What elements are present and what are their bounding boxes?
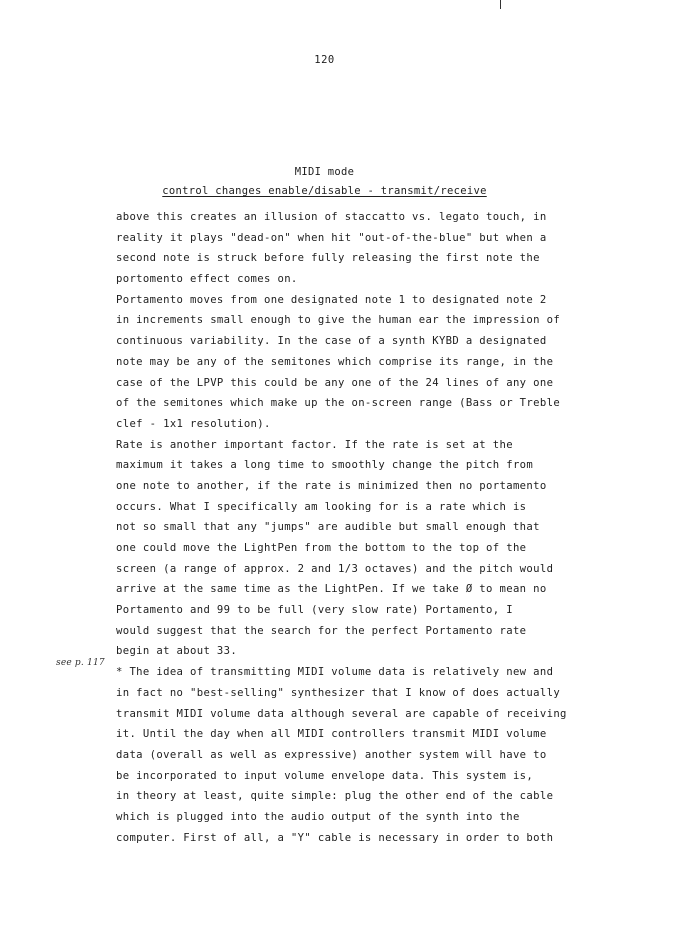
text-line: in fact no "best-selling" synthesizer that I know of does actually [116,686,561,699]
text-line: transmit MIDI volume data although several are capable of receiving [116,707,567,720]
text-line: computer. First of all, a "Y" cable is necessary in order to both [116,831,554,844]
page-edge-mark [500,0,501,9]
text-line: portomento effect comes on. [116,273,298,286]
text-line: Portamento and 99 to be full (very slow rate) Portamento, I [116,604,513,617]
text-line: maximum it takes a long time to smoothly change the pitch from [116,459,534,472]
body-text [116,207,576,848]
text-line: arrive at the same time as the LightPen. If we take Ø to mean no [116,583,547,596]
section-subheading: control changes enable/disable - transmit/receive [162,185,487,197]
text-line: clef - 1x1 resolution). [116,417,271,430]
text-line: of the semitones which make up the on-screen range (Bass or Treble [116,397,561,410]
text-line: Portamento moves from one designated note 1 to designated note 2 [116,293,547,306]
text-line: it. Until the day when all MIDI controllers transmit MIDI volume [116,728,547,741]
text-line: continuous variability. In the case of a synth KYBD a designated [116,335,547,348]
text-line: second note is struck before fully releasing the first note the [116,252,540,265]
margin-annotation: see p. 117 [56,658,105,668]
text-line: which is plugged into the audio output of the synth into the [116,810,520,823]
text-line: be incorporated to input volume envelope data. This system is, [116,769,534,782]
text-line: in increments small enough to give the human ear the impression of [116,314,561,327]
text-line: Rate is another important factor. If the rate is set at the [116,438,513,451]
text-line: above this creates an illusion of staccatto vs. legato touch, in [116,211,547,223]
text-line: reality it plays "dead-on" when hit "out-of-the-blue" but when a [116,231,547,244]
text-line: one note to another, if the rate is minimized then no portamento [116,479,547,492]
text-line: case of the LPVP this could be any one of the 24 lines of any one [116,376,554,389]
text-line: one could move the LightPen from the bottom to the top of the [116,542,527,554]
text-line: not so small that any "jumps" are audible but small enough that [116,521,540,534]
text-line: begin at about 33. [116,645,238,658]
section-heading: MIDI mode [294,166,355,178]
text-line: data (overall as well as expressive) another system will have to [116,748,547,761]
text-line: * The idea of transmitting MIDI volume data is relatively new and [116,666,554,679]
text-line: occurs. What I specifically am looking for is a rate which is [116,500,527,513]
text-line: would suggest that the search for the perfect Portamento rate [116,624,527,637]
text-line: note may be any of the semitones which comprise its range, in the [116,355,554,368]
page-number: 120 [314,54,335,66]
text-line: screen (a range of approx. 2 and 1/3 octaves) and the pitch would [116,562,554,575]
text-line: in theory at least, quite simple: plug the other end of the cable [116,790,554,803]
